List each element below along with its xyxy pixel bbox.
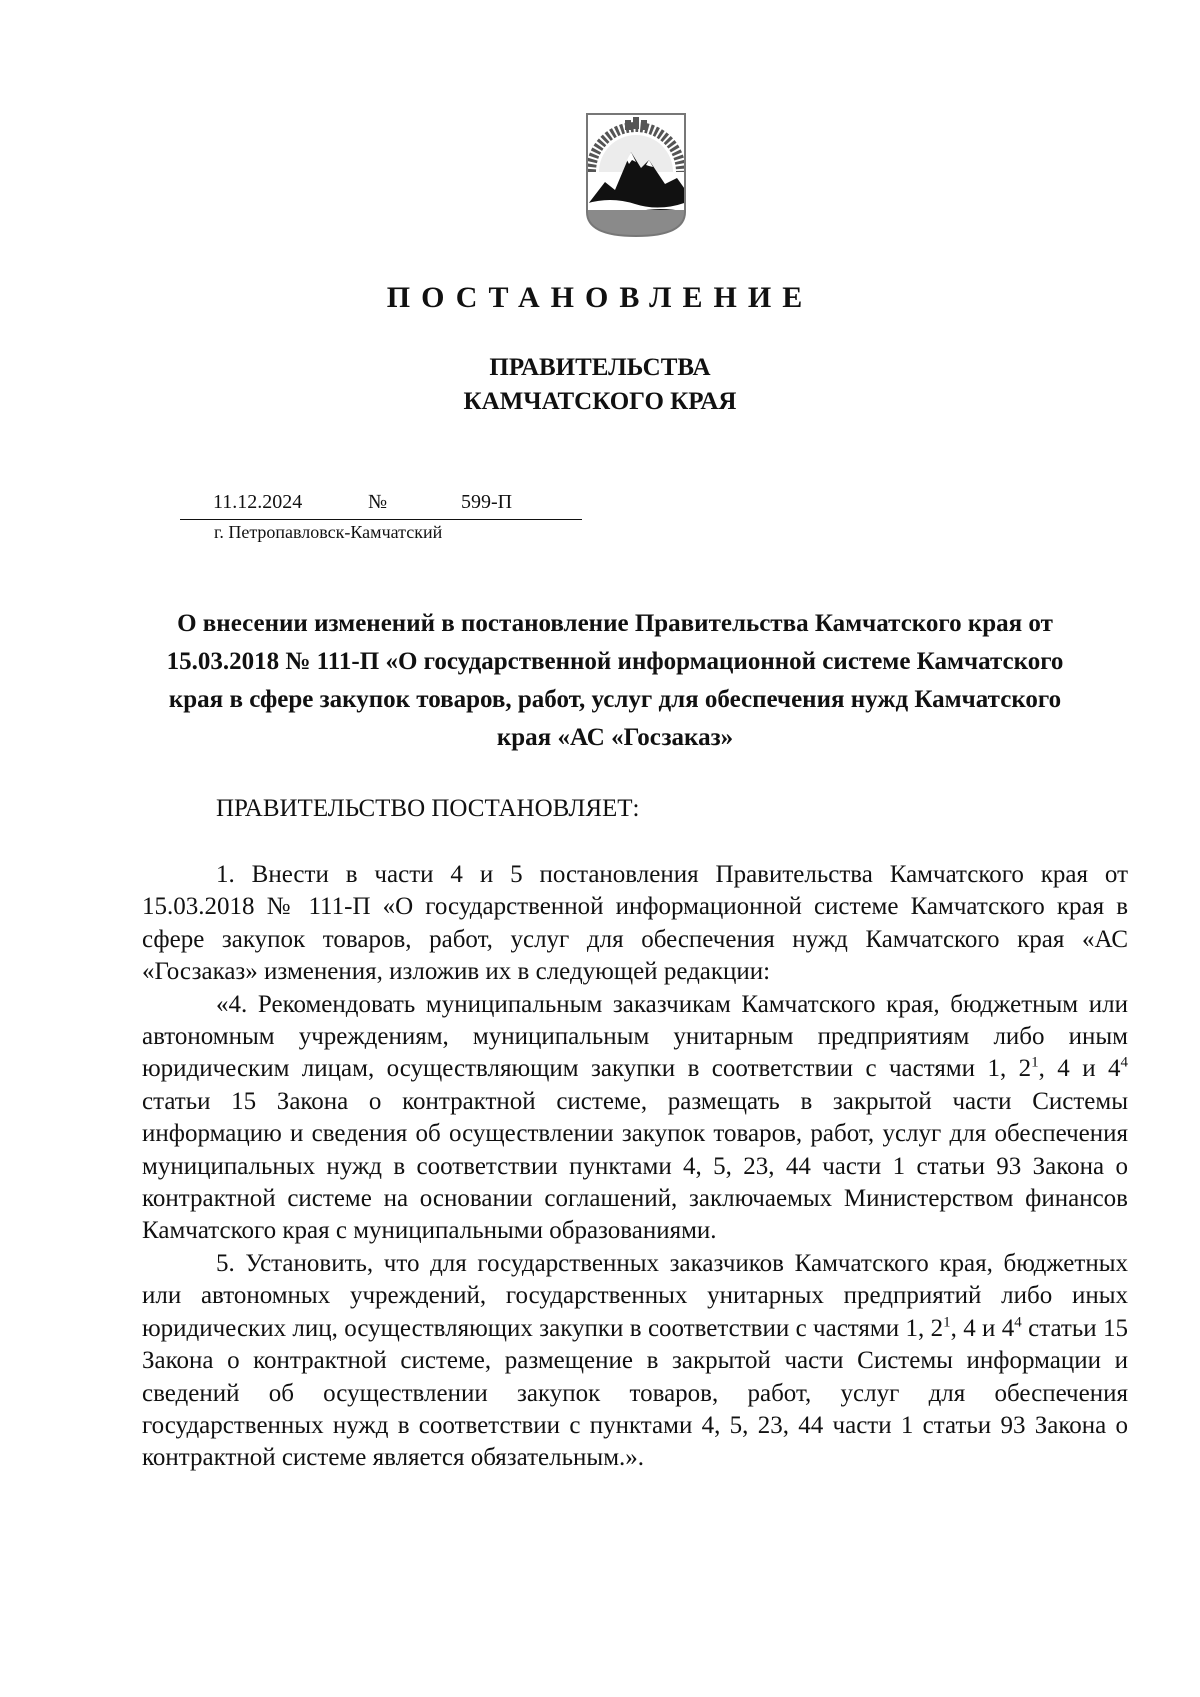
date-number-line xyxy=(180,491,582,520)
paragraph-1: 1. Внести в части 4 и 5 постановления Правительства Камчатского края от 15.03.2018 № 111-П «О государственной информационной системе Камчатского края в сфере закупок товаров, работ, услуг для обеспечения нужд Камчатского края «АС «Госзаказ» изменения, изложив их в следующей редакции: xyxy=(142,861,1128,986)
paragraph-3: 5. Установить, что для государственных заказчиков Камчатского края, бюджетных или автономных учреждений, государственных унитарных предприятий либо иных юридических лиц, осуществляющих закупки в соответствии с частями 1, $2^1$, 4 и $4^4$ статьи 15 Закона о контрактной системе, размещение в закрытой части Системы информации и сведений об осуществлении закупок товаров, работ, услуг для обеспечения государственных нужд в соответствии с пунктами 4, 5, 23, 44 части 1 статьи 93 Закона о контрактной системе является обязательным.». xyxy=(142,1249,1128,1472)
document-date: 11.12.2024 xyxy=(213,491,303,513)
decree-line: ПРАВИТЕЛЬСТВО ПОСТАНОВЛЯЕТ: xyxy=(216,795,640,822)
kamchatka-coat-of-arms-icon xyxy=(585,112,687,238)
authority-line-1: ПРАВИТЕЛЬСТВА xyxy=(489,354,711,381)
document-subject: О внесении изменений в постановление Правительства Камчатского края от 15.03.2018 № 111-П «О государственной информационной системе Камчатского края в сфере закупок товаров, работ, услуг для обеспечения нужд Камчатского края «АС «Госзаказ» xyxy=(166,610,1064,751)
document-body xyxy=(142,859,1128,1475)
authority-line-2: КАМЧАТСКОГО КРАЯ xyxy=(463,388,737,415)
document-number: 599-П xyxy=(461,491,513,513)
issuing-authority xyxy=(0,351,1200,419)
paragraph-2: «4. Рекомендовать муниципальным заказчикам Камчатского края, бюджетным или автономным учреждениям, муниципальным унитарным предприятиям либо иным юридическим лицам, осуществляющим закупки в соответствии с частями 1, $2^1$, 4 и $4^4$ статьи 15 Закона о контрактной системе, размещать в закрытой части Системы информацию и сведения об осуществлении закупок товаров, работ, услуг для обеспечения муниципальных нужд в соответствии пунктами 4, 5, 23, 44 части 1 статьи 93 Закона о контрактной системе на основании соглашений, заключаемых Министерством финансов Камчатского края с муниципальными образованиями. xyxy=(142,990,1128,1245)
number-sign: № xyxy=(368,491,388,513)
document-city: г. Петропавловск-Камчатский xyxy=(214,522,443,542)
document-title: ПОСТАНОВЛЕНИЕ xyxy=(386,281,814,314)
